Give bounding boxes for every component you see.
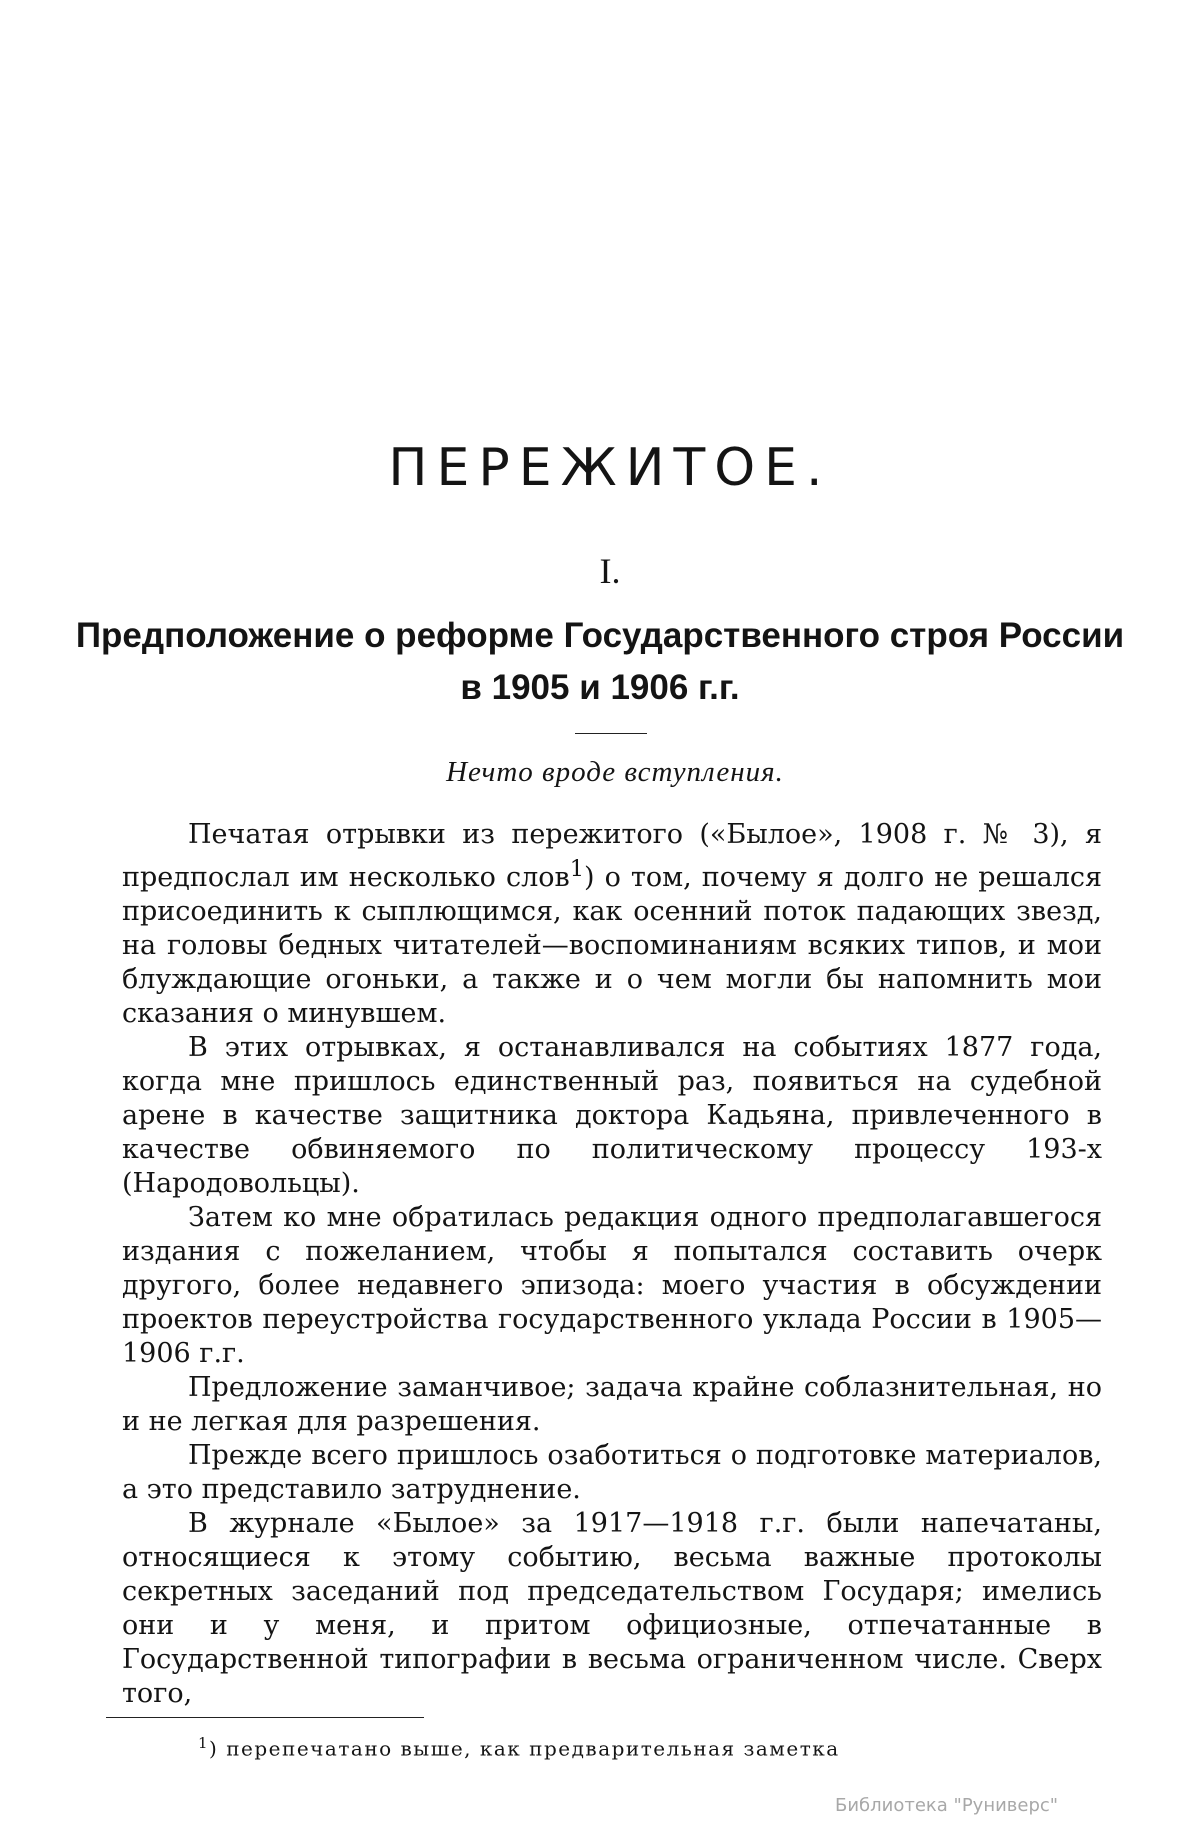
footnote-text: ) перепечатано выше, как предварительная заметка — [209, 1736, 840, 1761]
paragraph: В журнале «Былое» за 1917—1918 г.г. были напечатаны, относящиеся к этому событию, весьма важные протоколы секретных заседаний под председательством Государя; имелись они и у меня, и притом официозные, отпечатанные в Государственной типографии в весьма ограниченном числе. Сверх того, — [122, 1508, 1102, 1709]
chapter-number: I. — [599, 551, 621, 591]
title-divider — [575, 733, 647, 734]
paragraph — [122, 818, 1102, 1031]
footnote-divider — [106, 1717, 424, 1718]
paragraph: Прежде всего пришлось озаботиться о подготовке материалов, а это представило затруднение. — [122, 1440, 1102, 1505]
footnote — [198, 1734, 840, 1761]
library-watermark: Библиотека "Руниверс" — [835, 1795, 1059, 1816]
footnote-mark: 1 — [198, 1734, 210, 1752]
body-text — [122, 818, 1102, 1711]
subtitle-line-1: Предположение о реформе Государственного строя России — [75, 616, 1125, 655]
intro-heading: Нечто вроде вступления. — [446, 756, 784, 788]
paragraph-text-continued: ) о том, почему я долго не решался присоединить к сыплющимся, как осенний поток падающих звезд, на головы бедных читателей—воспоминаниям всяких типов, и мои блуждающие огоньки, а также и о чем могли бы напомнить мои сказания о минувшем. — [122, 862, 1103, 1029]
page-title: ПЕРЕЖИТОЕ. — [388, 438, 832, 498]
paragraph: В этих отрывках, я останавливался на событиях 1877 года, когда мне пришлось единственный раз, появиться на судебной арене в качестве защитника доктора Кадьяна, привлеченного в качестве обвиняемого по политическому процессу 193-х (Народовольцы). — [122, 1032, 1102, 1199]
paragraph-text: Печатая отрывки из пережитого («Былое», 1908 г. № 3), я предпослал им несколько слов — [122, 819, 1102, 893]
chapter-subtitle — [0, 610, 1200, 714]
subtitle-line-2: в 1905 и 1906 г.г. — [460, 668, 740, 707]
footnote-reference: 1 — [569, 856, 585, 882]
paragraph: Предложение заманчивое; задача крайне соблазнительная, но и не легкая для разрешения. — [122, 1372, 1102, 1437]
paragraph: Затем ко мне обратилась редакция одного предполагавшегося издания с пожеланием, чтобы я попытался составить очерк другого, более недавнего эпизода: моего участия в обсуждении проектов переустройства государственного уклада России в 1905—1906 г.г. — [122, 1202, 1102, 1369]
